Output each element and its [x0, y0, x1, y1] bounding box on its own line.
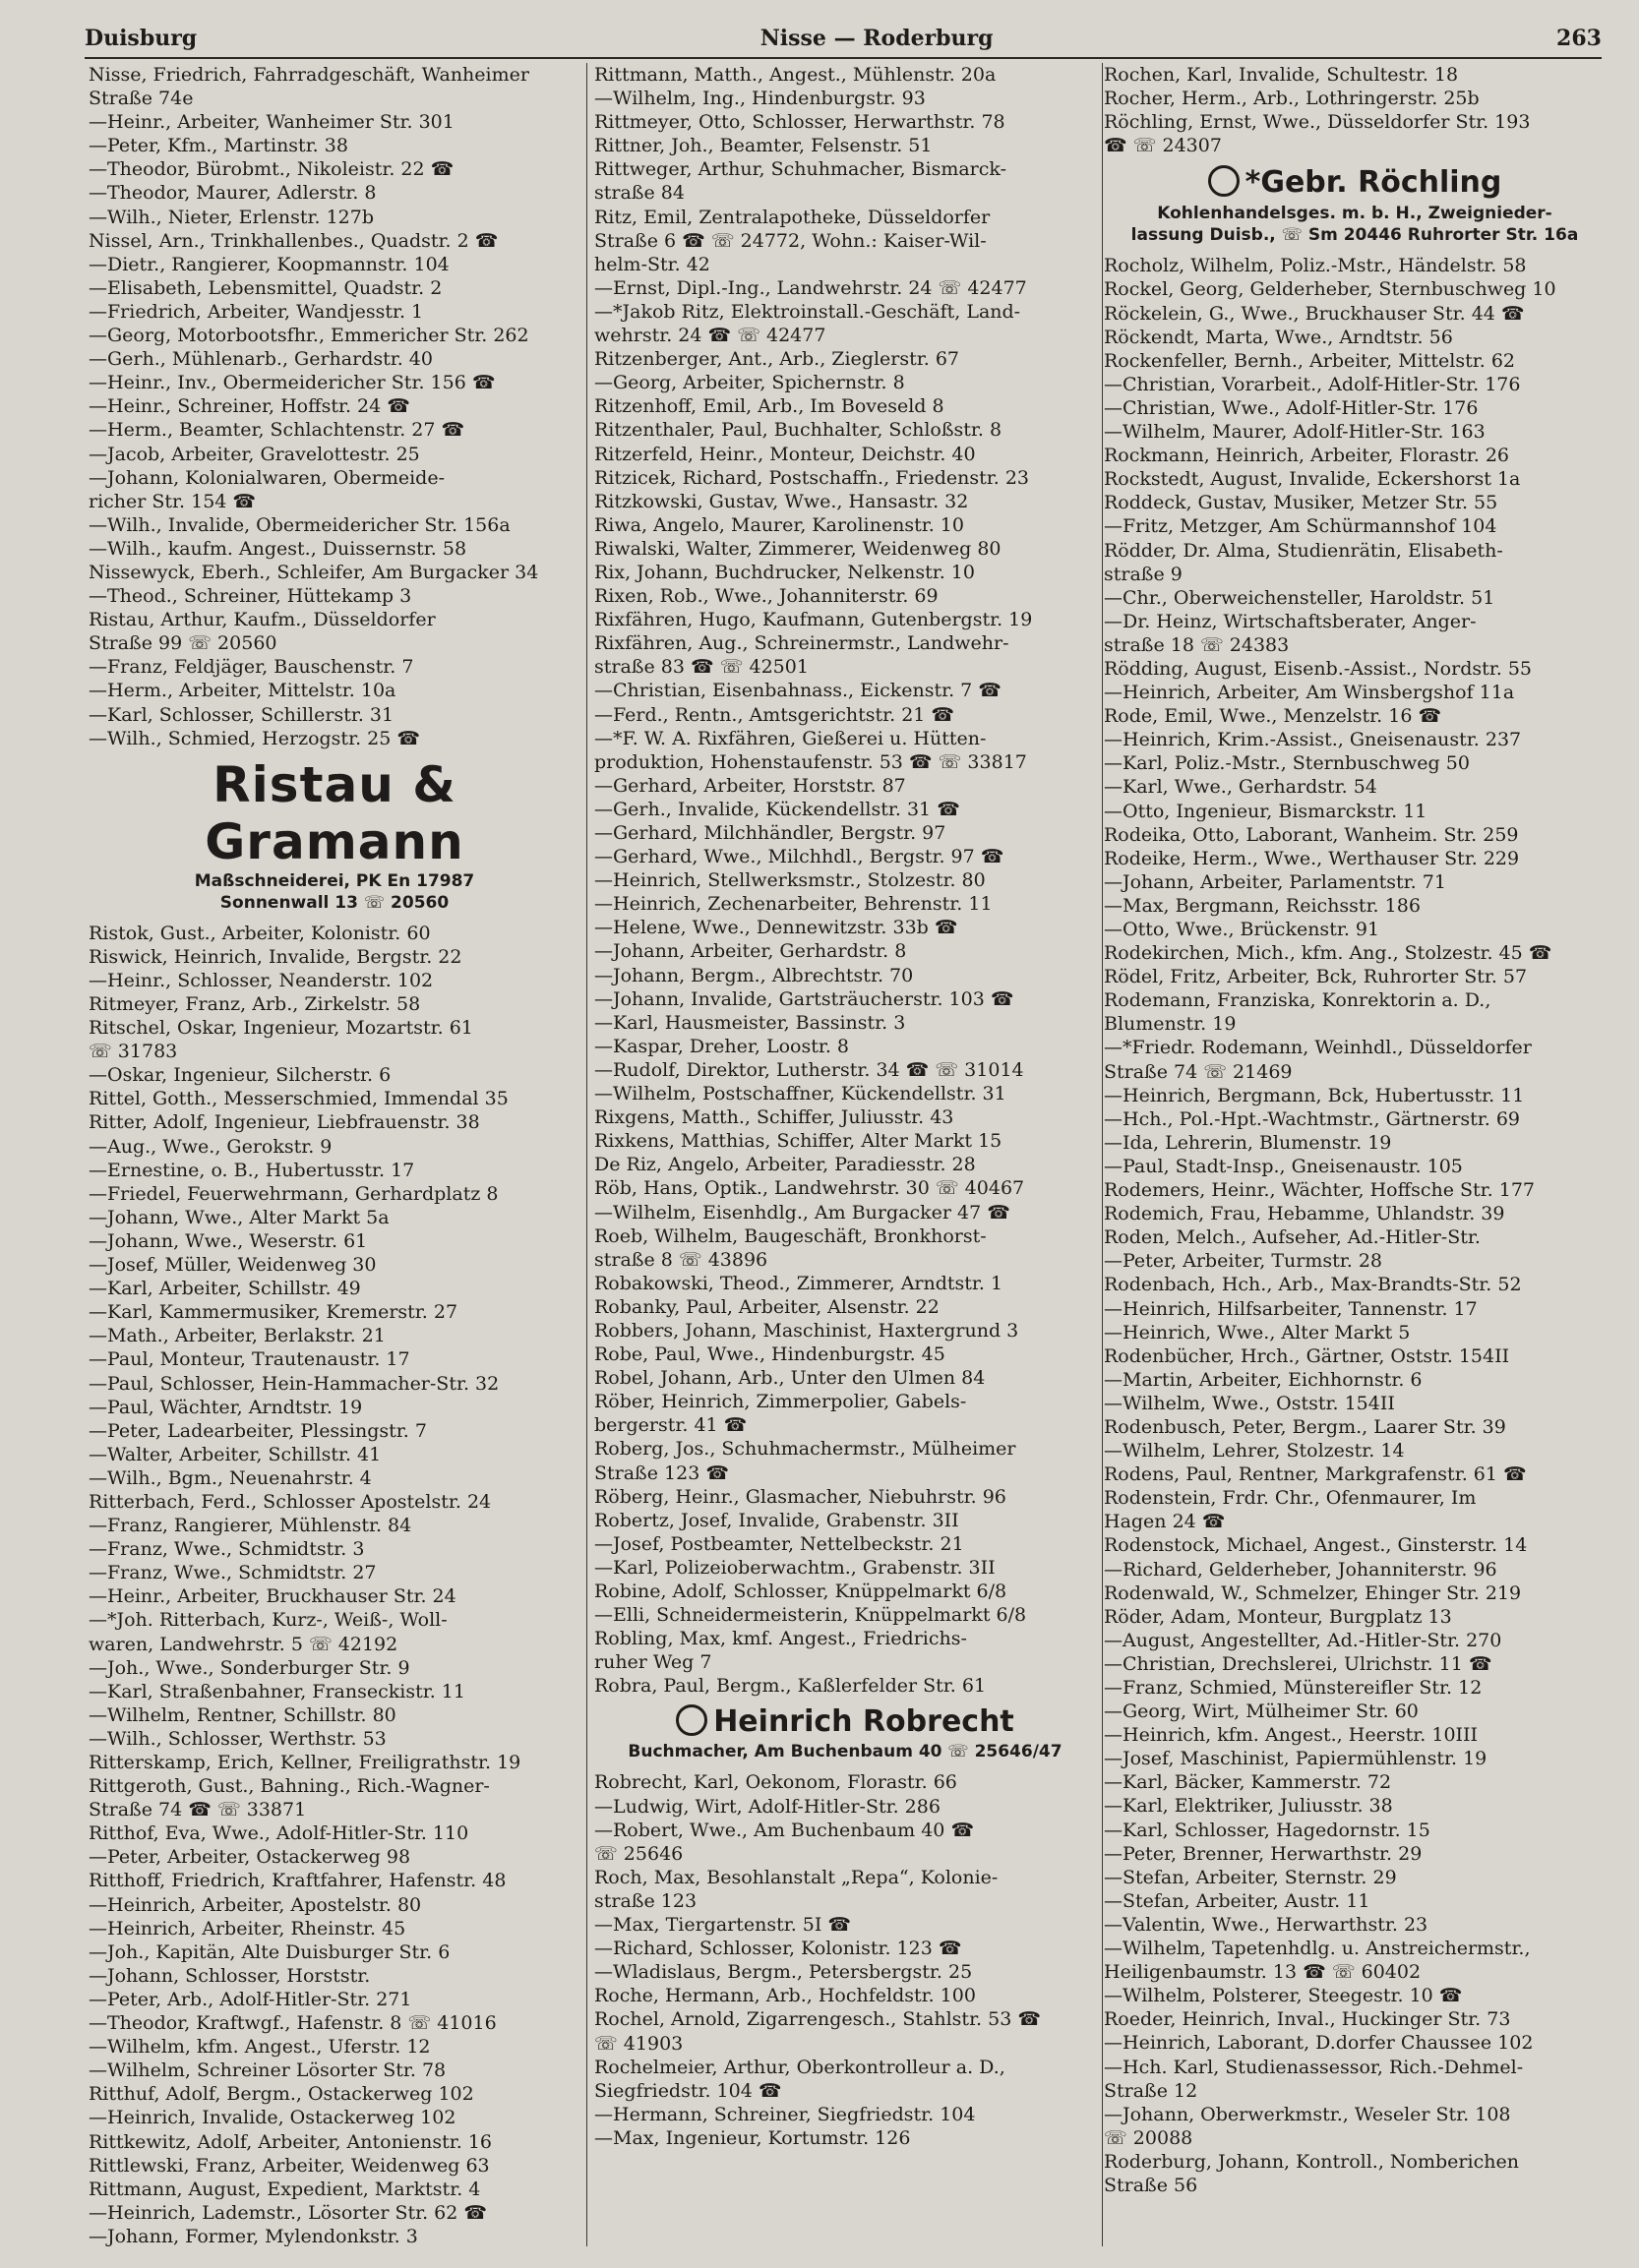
- directory-entry: Rodenbusch, Peter, Bergm., Laarer Str. 39: [1104, 1415, 1506, 1438]
- directory-entry: —Max, Ingenieur, Kortumstr. 126: [594, 2126, 911, 2149]
- directory-entry: —Johann, Arbeiter, Parlamentstr. 71: [1104, 870, 1446, 893]
- directory-entry: Robakowski, Theod., Zimmerer, Arndtstr. 1: [594, 1272, 1003, 1294]
- directory-entry: —Rudolf, Direktor, Lutherstr. 34 ☎ ☏ 31014: [594, 1058, 1024, 1081]
- directory-entry: —Valentin, Wwe., Herwarthstr. 23: [1104, 1913, 1428, 1936]
- directory-entry: —Karl, Bäcker, Kammerstr. 72: [1104, 1771, 1392, 1794]
- directory-entry: —Johann, Wwe., Weserstr. 61: [89, 1229, 368, 1252]
- directory-entry: waren, Landwehrstr. 5 ☏ 42192: [89, 1633, 398, 1655]
- directory-entry: Rittlewski, Franz, Arbeiter, Weidenweg 63: [89, 2154, 490, 2177]
- directory-entry: —Wilh., Bgm., Neuenahrstr. 4: [89, 1466, 372, 1489]
- directory-entry: Ritzicek, Richard, Postschaffn., Friedenstr. 23: [594, 466, 1030, 489]
- directory-entry: straße 83 ☎ ☏ 42501: [594, 656, 809, 679]
- directory-entry: Roche, Hermann, Arb., Hochfeldstr. 100: [594, 1985, 976, 2007]
- directory-entry: —*F. W. A. Rixfähren, Gießerei u. Hütten-: [594, 727, 987, 749]
- header-city: Duisburg: [85, 26, 198, 51]
- directory-entry: Röber, Heinrich, Zimmerpolier, Gabels-: [594, 1391, 967, 1413]
- directory-entry: Straße 99 ☏ 20560: [89, 632, 277, 655]
- directory-entry: Straße 74e: [89, 88, 194, 110]
- directory-entry: Ritz, Emil, Zentralapotheke, Düsseldorfer: [594, 206, 991, 228]
- directory-entry: Roden, Melch., Aufseher, Ad.-Hitler-Str.: [1104, 1226, 1481, 1249]
- directory-entry: —Math., Arbeiter, Berlakstr. 21: [89, 1325, 386, 1347]
- directory-entry: Heiligenbaumstr. 13 ☎ ☏ 60402: [1104, 1961, 1422, 1984]
- directory-entry: Siegfriedstr. 104 ☎: [594, 2079, 782, 2102]
- directory-entry: —Theodor, Kraftwgf., Hafenstr. 8 ☏ 41016: [89, 2012, 497, 2035]
- directory-entry: Straße 12: [1104, 2079, 1198, 2102]
- directory-entry: —Heinr., Arbeiter, Bruckhauser Str. 24: [89, 1585, 456, 1608]
- directory-entry: —Johann, Schlosser, Horststr.: [89, 1964, 371, 1987]
- directory-entry: Roberg, Jos., Schuhmachermstr., Mülheimer: [594, 1438, 1016, 1461]
- advert-line: Sonnenwall 13 ☏ 20560: [219, 892, 450, 913]
- directory-entry: ☎ ☏ 24307: [1104, 135, 1222, 157]
- advert-name: *Gebr. Röchling: [1244, 165, 1502, 201]
- directory-entry: —Christian, Vorarbeit., Adolf-Hitler-Str. 176: [1104, 373, 1521, 395]
- directory-entry: —Otto, Ingenieur, Bismarckstr. 11: [1104, 800, 1427, 822]
- directory-entry: —Gerh., Mühlenarb., Gerhardstr. 40: [89, 348, 433, 371]
- directory-entry: —Peter, Arb., Adolf-Hitler-Str. 271: [89, 1988, 412, 2010]
- directory-entry: helm-Str. 42: [594, 253, 710, 275]
- directory-entry: —Heinrich, Laborant, D.dorfer Chaussee 102: [1104, 2032, 1534, 2055]
- directory-entry: —Friedel, Feuerwehrmann, Gerhardplatz 8: [89, 1182, 499, 1205]
- directory-entry: Ritzenthaler, Paul, Buchhalter, Schloßstr. 8: [594, 419, 1002, 442]
- directory-entry: —Max, Tiergartenstr. 5I ☎: [594, 1914, 852, 1937]
- directory-entry: ☏ 20088: [1104, 2126, 1193, 2149]
- directory-entry: —Franz, Wwe., Schmidtstr. 27: [89, 1562, 377, 1584]
- directory-entry: —Heinrich, Arbeiter, Am Winsbergshof 11a: [1104, 682, 1515, 704]
- directory-entry: Robe, Paul, Wwe., Hindenburgstr. 45: [594, 1343, 945, 1366]
- directory-entry: Roeder, Heinrich, Inval., Huckinger Str. 73: [1104, 2008, 1511, 2031]
- directory-entry: —Wilhelm, Eisenhdlg., Am Burgacker 47 ☎: [594, 1201, 1010, 1224]
- directory-entry: —Karl, Hausmeister, Bassinstr. 3: [594, 1011, 906, 1034]
- directory-entry: —Wilhelm, Tapetenhdlg. u. Anstreichermstr.,: [1104, 1938, 1531, 1960]
- directory-entry: Straße 123 ☎: [594, 1462, 730, 1484]
- directory-entry: —Jacob, Arbeiter, Gravelottestr. 25: [89, 443, 420, 465]
- directory-entry: —Wilhelm, Maurer, Adolf-Hitler-Str. 163: [1104, 421, 1486, 444]
- directory-entry: Roeb, Wilhelm, Baugeschäft, Bronkhorst-: [594, 1224, 987, 1247]
- directory-entry: —Peter, Kfm., Martinstr. 38: [89, 135, 348, 157]
- directory-entry: Rodenstein, Frdr. Chr., Ofenmaurer, Im: [1104, 1487, 1477, 1510]
- directory-entry: Rodeike, Herm., Wwe., Werthauser Str. 229: [1104, 847, 1520, 869]
- directory-entry: —Heinrich, Stellwerksmstr., Stolzestr. 80: [594, 869, 986, 892]
- directory-entry: —Heinrich, Wwe., Alter Markt 5: [1104, 1321, 1411, 1343]
- directory-entry: Ritmeyer, Franz, Arb., Zirkelstr. 58: [89, 993, 421, 1015]
- directory-entry: Rodenbücher, Hrch., Gärtner, Oststr. 154II: [1104, 1344, 1510, 1367]
- directory-entry: Rix, Johann, Buchdrucker, Nelkenstr. 10: [594, 561, 975, 583]
- directory-entry: Rixkens, Matthias, Schiffer, Alter Markt 15: [594, 1130, 1002, 1153]
- directory-entry: —Heinr., Inv., Obermeidericher Str. 156 ☎: [89, 372, 496, 394]
- directory-entry: —Georg, Wirt, Mülheimer Str. 60: [1104, 1701, 1419, 1723]
- directory-entry: —Johann, Wwe., Alter Markt 5a: [89, 1206, 390, 1228]
- directory-entry: —Karl, Poliz.-Mstr., Sternbuschweg 50: [1104, 752, 1470, 775]
- directory-entry: Straße 74 ☎ ☏ 33871: [89, 1799, 307, 1821]
- directory-entry: Ritthuf, Adolf, Bergm., Ostackerweg 102: [89, 2083, 474, 2106]
- directory-entry: Rockel, Georg, Gelderheber, Sternbuschweg 10: [1104, 278, 1556, 301]
- directory-entry: Rocholz, Wilhelm, Poliz.-Mstr., Händelstr. 58: [1104, 255, 1527, 277]
- directory-entry: —Wilhelm, Ing., Hindenburgstr. 93: [594, 88, 926, 110]
- directory-entry: —Helene, Wwe., Dennewitzstr. 33b ☎: [594, 917, 958, 939]
- directory-entry: —Josef, Müller, Weidenweg 30: [89, 1254, 377, 1277]
- directory-entry: De Riz, Angelo, Arbeiter, Paradiesstr. 28: [594, 1154, 976, 1176]
- directory-entry: —Hch., Pol.-Hpt.-Wachtmstr., Gärtnerstr. 69: [1104, 1107, 1521, 1130]
- directory-entry: Röckendt, Marta, Wwe., Arndtstr. 56: [1104, 326, 1453, 348]
- directory-entry: Ritthof, Eva, Wwe., Adolf-Hitler-Str. 110: [89, 1822, 469, 1845]
- directory-entry: Roderburg, Johann, Kontroll., Nomberichen: [1104, 2150, 1519, 2173]
- directory-entry: Rochelmeier, Arthur, Oberkontrolleur a. D.,: [594, 2056, 1005, 2078]
- directory-entry: straße 123: [594, 1889, 698, 1912]
- directory-entry: produktion, Hohenstaufenstr. 53 ☎ ☏ 33817: [594, 750, 1027, 773]
- directory-entry: Rittner, Joh., Beamter, Felsenstr. 51: [594, 135, 933, 157]
- directory-entry: —Peter, Ladearbeiter, Plessingstr. 7: [89, 1419, 427, 1442]
- directory-entry: —Johann, Kolonialwaren, Obermeide-: [89, 466, 445, 489]
- directory-entry: —Heinrich, kfm. Angest., Heerstr. 10III: [1104, 1724, 1479, 1747]
- directory-entry: —Hermann, Schreiner, Siegfriedstr. 104: [594, 2103, 976, 2125]
- directory-entry: Rodemann, Franziska, Konrektorin a. D.,: [1104, 989, 1491, 1012]
- directory-entry: —Heinr., Arbeiter, Wanheimer Str. 301: [89, 111, 455, 134]
- directory-entry: —Richard, Schlosser, Kolonistr. 123 ☎: [594, 1938, 962, 1960]
- directory-entry: —Heinrich, Lademstr., Lösorter Str. 62 ☎: [89, 2201, 488, 2224]
- advert-heinrich-robrecht: [594, 1703, 1096, 1762]
- directory-entry: —Karl, Straßenbahner, Franseckistr. 11: [89, 1680, 465, 1702]
- directory-entry: —Stefan, Arbeiter, Austr. 11: [1104, 1889, 1370, 1912]
- directory-entry: —Joh., Kapitän, Alte Duisburger Str. 6: [89, 1940, 451, 1963]
- directory-entry: ☏ 31783: [89, 1041, 178, 1063]
- directory-entry: —Gerhard, Arbeiter, Horststr. 87: [594, 774, 906, 797]
- directory-entry: Röder, Adam, Monteur, Burgplatz 13: [1104, 1605, 1452, 1628]
- directory-entry: ☏ 25646: [594, 1842, 684, 1865]
- directory-entry: —Heinrich, Invalide, Ostackerweg 102: [89, 2107, 456, 2129]
- directory-entry: —Fritz, Metzger, Am Schürmannshof 104: [1104, 515, 1497, 538]
- directory-entry: Straße 74 ☏ 21469: [1104, 1060, 1293, 1083]
- company-logo-icon: [676, 1704, 707, 1736]
- directory-entry: —Karl, Arbeiter, Schillstr. 49: [89, 1278, 361, 1300]
- directory-entry: Rittmann, Matth., Angest., Mühlenstr. 20a: [594, 64, 997, 86]
- directory-entry: —Gerhard, Wwe., Milchhdl., Bergstr. 97 ☎: [594, 846, 1004, 868]
- directory-entry: —Martin, Arbeiter, Eichhornstr. 6: [1104, 1368, 1423, 1391]
- directory-entry: —Karl, Schlosser, Hagedornstr. 15: [1104, 1819, 1430, 1841]
- directory-entry: Rodenstock, Michael, Angest., Ginsterstr. 14: [1104, 1534, 1528, 1557]
- directory-entry: bergerstr. 41 ☎: [594, 1414, 748, 1437]
- directory-entry: Riswick, Heinrich, Invalide, Bergstr. 22: [89, 945, 462, 968]
- directory-entry: Robanky, Paul, Arbeiter, Alsenstr. 22: [594, 1295, 940, 1318]
- directory-entry: —Johann, Arbeiter, Gerhardstr. 8: [594, 940, 907, 963]
- directory-entry: Rödder, Dr. Alma, Studienrätin, Elisabeth-: [1104, 539, 1503, 562]
- directory-entry: —Heinrich, Arbeiter, Rheinstr. 45: [89, 1917, 406, 1940]
- directory-entry: —Paul, Stadt-Insp., Gneisenaustr. 105: [1104, 1155, 1463, 1177]
- directory-entry: —Johann, Invalide, Gartsträucherstr. 103 ☎: [594, 987, 1014, 1010]
- directory-entry: —Ludwig, Wirt, Adolf-Hitler-Str. 286: [594, 1795, 941, 1818]
- directory-entry: —Johann, Former, Mylendonkstr. 3: [89, 2225, 418, 2246]
- directory-entry: Rittmeyer, Otto, Schlosser, Herwarthstr. 78: [594, 111, 1005, 134]
- directory-entry: Rodenwald, W., Schmelzer, Ehinger Str. 219: [1104, 1582, 1522, 1604]
- advert-line: Kohlenhandelsges. m. b. H., Zweignieder-: [1157, 204, 1552, 224]
- directory-entry: —Georg, Arbeiter, Spichernstr. 8: [594, 372, 905, 394]
- directory-entry: —Wilhelm, Postschaffner, Kückendellstr. 31: [594, 1083, 1006, 1105]
- directory-entry: —Franz, Schmied, Münstereifler Str. 12: [1104, 1677, 1483, 1699]
- directory-entry: —Joh., Wwe., Sonderburger Str. 9: [89, 1656, 410, 1679]
- directory-entry: —Wilhelm, Wwe., Oststr. 154II: [1104, 1392, 1395, 1414]
- directory-entry: Ristau, Arthur, Kaufm., Düsseldorfer: [89, 609, 436, 631]
- directory-entry: Ritthoff, Friedrich, Kraftfahrer, Hafenstr. 48: [89, 1870, 507, 1892]
- directory-entry: —*Jakob Ritz, Elektroinstall.-Geschäft, Land-: [594, 300, 1021, 323]
- directory-entry: —Walter, Arbeiter, Schillstr. 41: [89, 1443, 382, 1465]
- directory-entry: Rochen, Karl, Invalide, Schultestr. 18: [1104, 64, 1459, 86]
- directory-entry: Rodenbach, Hch., Arb., Max-Brandts-Str. 52: [1104, 1274, 1522, 1296]
- directory-entry: Nissel, Arn., Trinkhallenbes., Quadstr. 2 ☎: [89, 229, 499, 252]
- directory-entry: —Franz, Wwe., Schmidtstr. 3: [89, 1538, 365, 1561]
- directory-entry: Rodeika, Otto, Laborant, Wanheim. Str. 259: [1104, 823, 1519, 846]
- directory-entry: Robine, Adolf, Schlosser, Knüppelmarkt 6/8: [594, 1581, 1007, 1602]
- directory-entry: —Peter, Arbeiter, Ostackerweg 98: [89, 1846, 411, 1869]
- column-2: [594, 63, 1103, 2246]
- directory-entry: Straße 6 ☎ ☏ 24772, Wohn.: Kaiser-Wil-: [594, 229, 987, 252]
- directory-entry: —Aug., Wwe., Gerokstr. 9: [89, 1135, 333, 1158]
- header-range: Nisse — Roderburg: [759, 26, 994, 51]
- directory-entry: —Kaspar, Dreher, Loostr. 8: [594, 1035, 849, 1057]
- directory-entry: Roddeck, Gustav, Musiker, Metzer Str. 55: [1104, 492, 1498, 514]
- directory-entry: Robel, Johann, Arb., Unter den Ulmen 84: [594, 1367, 986, 1390]
- directory-entry: —Ernestine, o. B., Hubertusstr. 17: [89, 1159, 415, 1181]
- directory-entry: Riwa, Angelo, Maurer, Karolinenstr. 10: [594, 513, 964, 536]
- directory-entry: —Wilh., Schlosser, Werthstr. 53: [89, 1727, 387, 1750]
- directory-entry: —Karl, Elektriker, Juliusstr. 38: [1104, 1795, 1393, 1818]
- directory-entry: —*Friedr. Rodemann, Weinhdl., Düsseldorfer: [1104, 1037, 1532, 1059]
- directory-entry: —Peter, Brenner, Herwarthstr. 29: [1104, 1842, 1423, 1865]
- advert-name: Heinrich Robrecht: [713, 1704, 1014, 1740]
- directory-entry: Nisse, Friedrich, Fahrradgeschäft, Wanheimer: [89, 64, 529, 86]
- directory-entry: Robertz, Josef, Invalide, Grabenstr. 3II: [594, 1509, 959, 1531]
- directory-entry: Ritzenhoff, Emil, Arb., Im Boveseld 8: [594, 395, 944, 418]
- directory-entry: —Elisabeth, Lebensmittel, Quadstr. 2: [89, 276, 443, 299]
- advert-name: Ristau & Gramann: [205, 755, 464, 870]
- directory-entry: —Dietr., Rangierer, Koopmannstr. 104: [89, 253, 450, 275]
- directory-entry: —Gerh., Invalide, Kückendellstr. 31 ☎: [594, 798, 960, 820]
- directory-entry: Rittkewitz, Adolf, Arbeiter, Antonienstr. 16: [89, 2130, 493, 2153]
- column-3: [1104, 63, 1606, 2246]
- directory-entry: Rödding, August, Eisenb.-Assist., Nordstr. 55: [1104, 657, 1532, 680]
- directory-entry: —Heinr., Schlosser, Neanderstr. 102: [89, 969, 434, 991]
- directory-entry: —Otto, Wwe., Brückenstr. 91: [1104, 919, 1380, 940]
- directory-entry: —Johann, Oberwerkmstr., Weseler Str. 108: [1104, 2103, 1511, 2125]
- directory-entry: —Theodor, Bürobmt., Nikoleistr. 22 ☎: [89, 158, 455, 181]
- directory-entry: —Heinr., Schreiner, Hoffstr. 24 ☎: [89, 395, 410, 418]
- directory-entry: Ritter, Adolf, Ingenieur, Liebfrauenstr. 38: [89, 1111, 480, 1134]
- directory-entry: —Wilh., Nieter, Erlenstr. 127b: [89, 206, 375, 228]
- directory-entry: —Richard, Gelderheber, Johanniterstr. 96: [1104, 1558, 1497, 1581]
- directory-entry: —Wilh., Invalide, Obermeidericher Str. 156a: [89, 513, 511, 536]
- directory-entry: Rixfähren, Aug., Schreinermstr., Landwehr-: [594, 632, 1009, 655]
- directory-entry: Rockenfeller, Bernh., Arbeiter, Mittelstr. 62: [1104, 349, 1516, 372]
- directory-entry: —Karl, Wwe., Gerhardstr. 54: [1104, 776, 1377, 799]
- directory-entry: —Chr., Oberweichensteller, Haroldstr. 51: [1104, 586, 1495, 609]
- directory-entry: —Karl, Schlosser, Schillerstr. 31: [89, 703, 395, 726]
- directory-entry: —Herm., Arbeiter, Mittelstr. 10a: [89, 680, 396, 702]
- directory-entry: —Wilhelm, Schreiner Lösorter Str. 78: [89, 2059, 447, 2082]
- directory-entry: —Heinrich, Hilfsarbeiter, Tannenstr. 17: [1104, 1297, 1478, 1320]
- directory-entry: Robling, Max, kmf. Angest., Friedrichs-: [594, 1628, 967, 1650]
- directory-entry: Rittgeroth, Gust., Bahning., Rich.-Wagner-: [89, 1775, 490, 1798]
- directory-entry: richer Str. 154 ☎: [89, 490, 257, 512]
- directory-entry: —Wilhelm, Lehrer, Stolzestr. 14: [1104, 1440, 1405, 1462]
- advert-line: Maßschneiderei, PK En 17987: [194, 870, 475, 891]
- directory-entry: —Josef, Postbeamter, Nettelbeckstr. 21: [594, 1532, 964, 1555]
- directory-entry: —Christian, Eisenbahnass., Eickenstr. 7 ☎: [594, 680, 1002, 702]
- directory-entry: —Paul, Monteur, Trautenaustr. 17: [89, 1348, 410, 1371]
- directory-entry: —Christian, Drechslerei, Ulrichstr. 11 ☎: [1104, 1652, 1492, 1675]
- directory-entry: Rockstedt, August, Invalide, Eckershorst 1a: [1104, 468, 1521, 491]
- directory-entry: Ritzerfeld, Heinr., Monteur, Deichstr. 40: [594, 443, 976, 465]
- directory-entry: —Heinrich, Bergmann, Bck, Hubertusstr. 11: [1104, 1084, 1525, 1106]
- directory-entry: —Max, Bergmann, Reichsstr. 186: [1104, 894, 1421, 917]
- directory-entry: —Peter, Arbeiter, Turmstr. 28: [1104, 1250, 1383, 1273]
- directory-entry: Ritzkowski, Gustav, Wwe., Hansastr. 32: [594, 490, 969, 512]
- directory-entry: —*Joh. Ritterbach, Kurz-, Weiß-, Woll-: [89, 1609, 448, 1632]
- directory-entry: —Friedrich, Arbeiter, Wandjesstr. 1: [89, 300, 424, 323]
- advert-line: Buchmacher, Am Buchenbaum 40 ☏ 25646/47: [628, 1742, 1062, 1762]
- directory-entry: Röberg, Heinr., Glasmacher, Niebuhrstr. 96: [594, 1485, 1006, 1508]
- directory-entry: —Paul, Schlosser, Hein-Hammacher-Str. 32: [89, 1372, 500, 1395]
- directory-entry: Rode, Emil, Wwe., Menzelstr. 16 ☎: [1104, 705, 1442, 728]
- directory-entry: —Gerhard, Milchhändler, Bergstr. 97: [594, 822, 946, 844]
- directory-entry: Robra, Paul, Bergm., Kaßlerfelder Str. 61: [594, 1675, 987, 1698]
- directory-entry: —Wilhelm, Rentner, Schillstr. 80: [89, 1703, 396, 1726]
- directory-entry: —Theod., Schreiner, Hüttekamp 3: [89, 585, 412, 608]
- directory-entry: —August, Angestellter, Ad.-Hitler-Str. 270: [1104, 1629, 1502, 1651]
- directory-entry: —Ferd., Rentn., Amtsgerichtstr. 21 ☎: [594, 703, 955, 726]
- directory-entry: —Wilhelm, Polsterer, Steegestr. 10 ☎: [1104, 1985, 1463, 2007]
- directory-entry: straße 84: [594, 182, 685, 205]
- directory-entry: Rochel, Arnold, Zigarrengesch., Stahlstr. 53 ☎: [594, 2008, 1042, 2031]
- directory-entry: Roch, Max, Besohlanstalt „Repa“, Kolonie-: [594, 1866, 999, 1888]
- advert-gebr-roechling: [1104, 163, 1606, 246]
- directory-entry: —Hch. Karl, Studienassessor, Rich.-Dehmel-: [1104, 2056, 1524, 2078]
- directory-entry: straße 8 ☏ 43896: [594, 1248, 768, 1271]
- directory-entry: —Franz, Rangierer, Mühlenstr. 84: [89, 1515, 412, 1537]
- directory-entry: —Oskar, Ingenieur, Silcherstr. 6: [89, 1064, 392, 1087]
- directory-entry: —Wilh., Schmied, Herzogstr. 25 ☎: [89, 727, 421, 749]
- directory-entry: Rodemers, Heinr., Wächter, Hoffsche Str. 177: [1104, 1179, 1536, 1202]
- directory-entry: Robrecht, Karl, Oekonom, Florastr. 66: [594, 1771, 957, 1794]
- directory-entry: Rixfähren, Hugo, Kaufmann, Gutenbergstr. 19: [594, 609, 1033, 631]
- directory-entry: Nissewyck, Eberh., Schleifer, Am Burgacker 34: [89, 561, 539, 583]
- directory-entry: —Heinrich, Zechenarbeiter, Behrenstr. 11: [594, 893, 993, 916]
- directory-entry: Rittmann, August, Expedient, Marktstr. 4: [89, 2178, 481, 2200]
- directory-entry: ☏ 41903: [594, 2032, 684, 2055]
- directory-entry: Rodens, Paul, Rentner, Markgrafenstr. 61 ☎: [1104, 1463, 1527, 1486]
- directory-entry: Hagen 24 ☎: [1104, 1511, 1226, 1533]
- directory-entry: —Wilh., kaufm. Angest., Duissernstr. 58: [89, 537, 467, 560]
- directory-entry: —Karl, Polizeioberwachtm., Grabenstr. 3II: [594, 1556, 996, 1579]
- directory-entry: ruher Weg 7: [594, 1651, 712, 1674]
- directory-entry: wehrstr. 24 ☎ ☏ 42477: [594, 325, 826, 347]
- directory-entry: —Herm., Beamter, Schlachtenstr. 27 ☎: [89, 419, 465, 442]
- directory-entry: —Georg, Motorbootsfhr., Emmericher Str. 262: [89, 325, 529, 347]
- directory-entry: Rodemich, Frau, Hebamme, Uhlandstr. 39: [1104, 1203, 1505, 1225]
- directory-entry: Blumenstr. 19: [1104, 1013, 1237, 1036]
- directory-entry: —Heinrich, Krim.-Assist., Gneisenaustr. 237: [1104, 729, 1522, 751]
- advert-ristau-gramann: [89, 756, 580, 914]
- directory-entry: —Theodor, Maurer, Adlerstr. 8: [89, 182, 377, 205]
- directory-entry: —Paul, Wächter, Arndtstr. 19: [89, 1396, 363, 1418]
- company-logo-icon: [1208, 165, 1240, 197]
- directory-entry: —Josef, Maschinist, Papiermühlenstr. 19: [1104, 1748, 1487, 1770]
- directory-entry: Ritzenberger, Ant., Arb., Zieglerstr. 67: [594, 348, 960, 371]
- directory-entry: straße 9: [1104, 563, 1183, 585]
- column-1: [89, 63, 587, 2246]
- directory-entry: —Karl, Kammermusiker, Kremerstr. 27: [89, 1301, 458, 1324]
- directory-entry: Straße 56: [1104, 2174, 1198, 2196]
- directory-entry: —Ernst, Dipl.-Ing., Landwehrstr. 24 ☏ 42477: [594, 276, 1027, 299]
- directory-entry: Ritterbach, Ferd., Schlosser Apostelstr. 24: [89, 1490, 492, 1513]
- directory-entry: —Ida, Lehrerin, Blumenstr. 19: [1104, 1131, 1392, 1154]
- directory-entry: Ritschel, Oskar, Ingenieur, Mozartstr. 61: [89, 1017, 473, 1040]
- directory-entry: Ristok, Gust., Arbeiter, Kolonistr. 60: [89, 922, 431, 944]
- directory-entry: —Franz, Feldjäger, Bauschenstr. 7: [89, 656, 414, 679]
- directory-entry: Rocher, Herm., Arb., Lothringerstr. 25b: [1104, 88, 1480, 110]
- directory-entry: —Wilhelm, kfm. Angest., Uferstr. 12: [89, 2036, 431, 2059]
- directory-entry: Rödel, Fritz, Arbeiter, Bck, Ruhrorter Str. 57: [1104, 966, 1528, 988]
- directory-entry: Rodekirchen, Mich., kfm. Ang., Stolzestr. 45 ☎: [1104, 942, 1552, 965]
- directory-entry: Rittel, Gotth., Messerschmied, Immendal 35: [89, 1088, 509, 1110]
- directory-entry: —Johann, Bergm., Albrechtstr. 70: [594, 964, 914, 986]
- directory-entry: Rixgens, Matth., Schiffer, Juliusstr. 43: [594, 1106, 954, 1129]
- directory-entry: Ritterskamp, Erich, Kellner, Freiligrathstr. 19: [89, 1752, 521, 1773]
- directory-entry: Riwalski, Walter, Zimmerer, Weidenweg 80: [594, 537, 1002, 560]
- directory-entry: Rockmann, Heinrich, Arbeiter, Florastr. 26: [1104, 445, 1510, 467]
- directory-entry: Röchling, Ernst, Wwe., Düsseldorfer Str. 193: [1104, 111, 1531, 134]
- directory-entry: Röb, Hans, Optik., Landwehrstr. 30 ☏ 40467: [594, 1177, 1025, 1200]
- directory-entry: —Wladislaus, Bergm., Petersbergstr. 25: [594, 1961, 973, 1984]
- directory-entry: —Stefan, Arbeiter, Sternstr. 29: [1104, 1866, 1397, 1888]
- directory-entry: —Heinrich, Arbeiter, Apostelstr. 80: [89, 1893, 422, 1916]
- directory-entry: Röckelein, G., Wwe., Bruckhauser Str. 44 ☎: [1104, 302, 1525, 325]
- directory-entry: Rittweger, Arthur, Schuhmacher, Bismarck-: [594, 158, 1006, 181]
- advert-line: lassung Duisb., ☏ Sm 20446 Ruhrorter Str. 16a: [1130, 225, 1579, 246]
- directory-entry: Robbers, Johann, Maschinist, Haxtergrund 3: [594, 1319, 1019, 1342]
- directory-entry: —Dr. Heinz, Wirtschaftsberater, Anger-: [1104, 610, 1477, 632]
- page-number: 263: [1556, 26, 1602, 51]
- directory-entry: —Robert, Wwe., Am Buchenbaum 40 ☎: [594, 1819, 975, 1841]
- directory-entry: Rixen, Rob., Wwe., Johanniterstr. 69: [594, 585, 939, 608]
- directory-entry: straße 18 ☏ 24383: [1104, 633, 1290, 656]
- directory-entry: —Christian, Wwe., Adolf-Hitler-Str. 176: [1104, 396, 1479, 419]
- page-header: [85, 20, 1602, 59]
- directory-entry: —Elli, Schneidermeisterin, Knüppelmarkt 6/8: [594, 1604, 1027, 1627]
